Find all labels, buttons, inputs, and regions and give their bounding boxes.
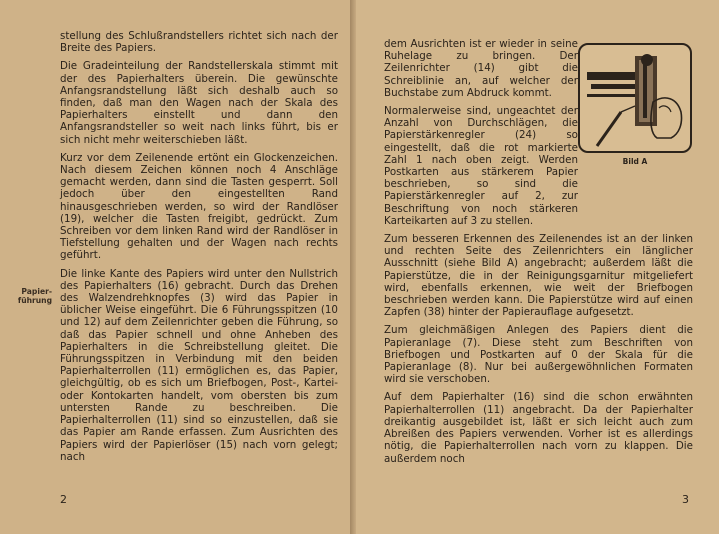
wrapped-text-column <box>384 38 578 227</box>
page-number-right: 3 <box>682 493 689 506</box>
left-paragraph-2: Die Gradeinteilung der Randstellerskala stimmt mit der des Papierhalters überein. Die gewünschte Anfangsrandstellung läßt sich deshalb auch so finden, daß man den Wagen nach der Skala des Papierhalters einstellt und dann den Anfangsrandsteller so weit nach links führt, bis er sich nicht mehr weiterschieben läßt. <box>60 60 338 146</box>
figure-bild-a <box>577 42 693 166</box>
left-paragraph-3: Kurz vor dem Zeilenende ertönt ein Glockenzeichen. Nach diesem Zeichen können noch 4 Anschläge gemacht werden, dann sind die Tasten gesperrt. Soll jedoch über den eingestellten Rand hinausgeschrieben werden, so wird der Randlöser (19), welcher die Tasten freigibt, gedrückt. Zum Schreiben vor dem linken Rand wird der Randlöser in Tiefstellung gehalten und der Wagen nach rechts geführt. <box>60 151 338 262</box>
right-paragraph-5: Auf dem Papierhalter (16) sind die schon erwähnten Papierhalterrollen (11) angebracht. Da der Papierhalter dreikantig ausgebildet ist, läßt er sich leicht auch zum Abreißen des Papiers verwenden. Vorher ist es allerdings nötig, die Papierhalterrollen nach vorn zu klappen. Die außerdem noch <box>384 391 693 465</box>
left-paragraph-1: stellung des Schlußrandstellers richtet sich nach der Breite des Papiers. <box>60 30 338 55</box>
right-page <box>356 0 719 534</box>
page-number-left: 2 <box>60 493 67 506</box>
margin-note-papierfuehrung: Papier- führung <box>17 287 52 305</box>
figure-caption: Bild A <box>622 157 648 166</box>
right-paragraph-4: Zum gleichmäßigen Anlegen des Papiers dient die Papieranlage (7). Diese steht zum Beschriften von Briefbogen und Postkarten auf 0 der Skala für die Papieranlage (8). Nur bei außergewöhnlichen Formaten wird sie verschoben. <box>384 324 693 386</box>
right-paragraph-3: Zum besseren Erkennen des Zeilenendes ist an der linken und rechten Seite des Zeilenrichters ein länglicher Ausschnitt (siehe Bild A) angebracht; außerdem läßt die Papierstütze, die in der Reinigungsgarnitur mitgeliefert wird, ebenfalls erkennen, wie weit der Briefbogen beschrieben werden kann. Die Papierstütze wird auf einen Zapfen (38) hinter der Papierauflage aufgesetzt. <box>384 233 693 319</box>
left-page <box>0 0 356 534</box>
right-paragraph-1: dem Ausrichten ist er wieder in seine Ruhelage zu bringen. Der Zeilenrichter (14) gibt die Schreiblinie an, auf welcher der Buchstabe zum Abdruck kommt. <box>384 38 578 99</box>
right-paragraph-2: Normalerweise sind, ungeachtet der Anzahl von Durchschlägen, die Papierstärkenregler (24) so eingestellt, daß die rot markierte Zahl 1 nach oben zeigt. Werden Postkarten aus stärkerem Papier beschrieben, so sind die Papierstärkenregler auf 2, zur Beschriftung von noch stärkeren Karteikarten auf 3 zu stellen. <box>384 105 578 227</box>
typewriter-illustration-icon <box>577 42 693 154</box>
left-paragraph-4: Die linke Kante des Papiers wird unter den Nullstrich des Papierhalters (16) gebracht. Durch das Drehen des Walzendrehknopfes (3) wird das Papier in üblicher Weise eingeführt. Die 6 Führungsspitzen (10 und 12) auf dem Zeilenrichter geben die Führung, so daß das Papier schnell und ohne Anheben des Papierhalters in die Schreibstellung gleitet. Die Führungsspitzen in Verbindung mit den beiden Papierhalterrollen (11) ermöglichen es, das Papier, gleichgültig, ob es sich um Briefbogen, Post-, Kartei- oder Kontokarten handelt, vom obersten bis zum untersten Rande zu beschreiben. Die Papierhalterrollen (11) sind so einzustellen, daß sie das Papier am Rande erfassen. Zum Ausrichten des Papiers wird der Papierlöser (15) nach vorn gelegt; nach <box>60 267 338 463</box>
